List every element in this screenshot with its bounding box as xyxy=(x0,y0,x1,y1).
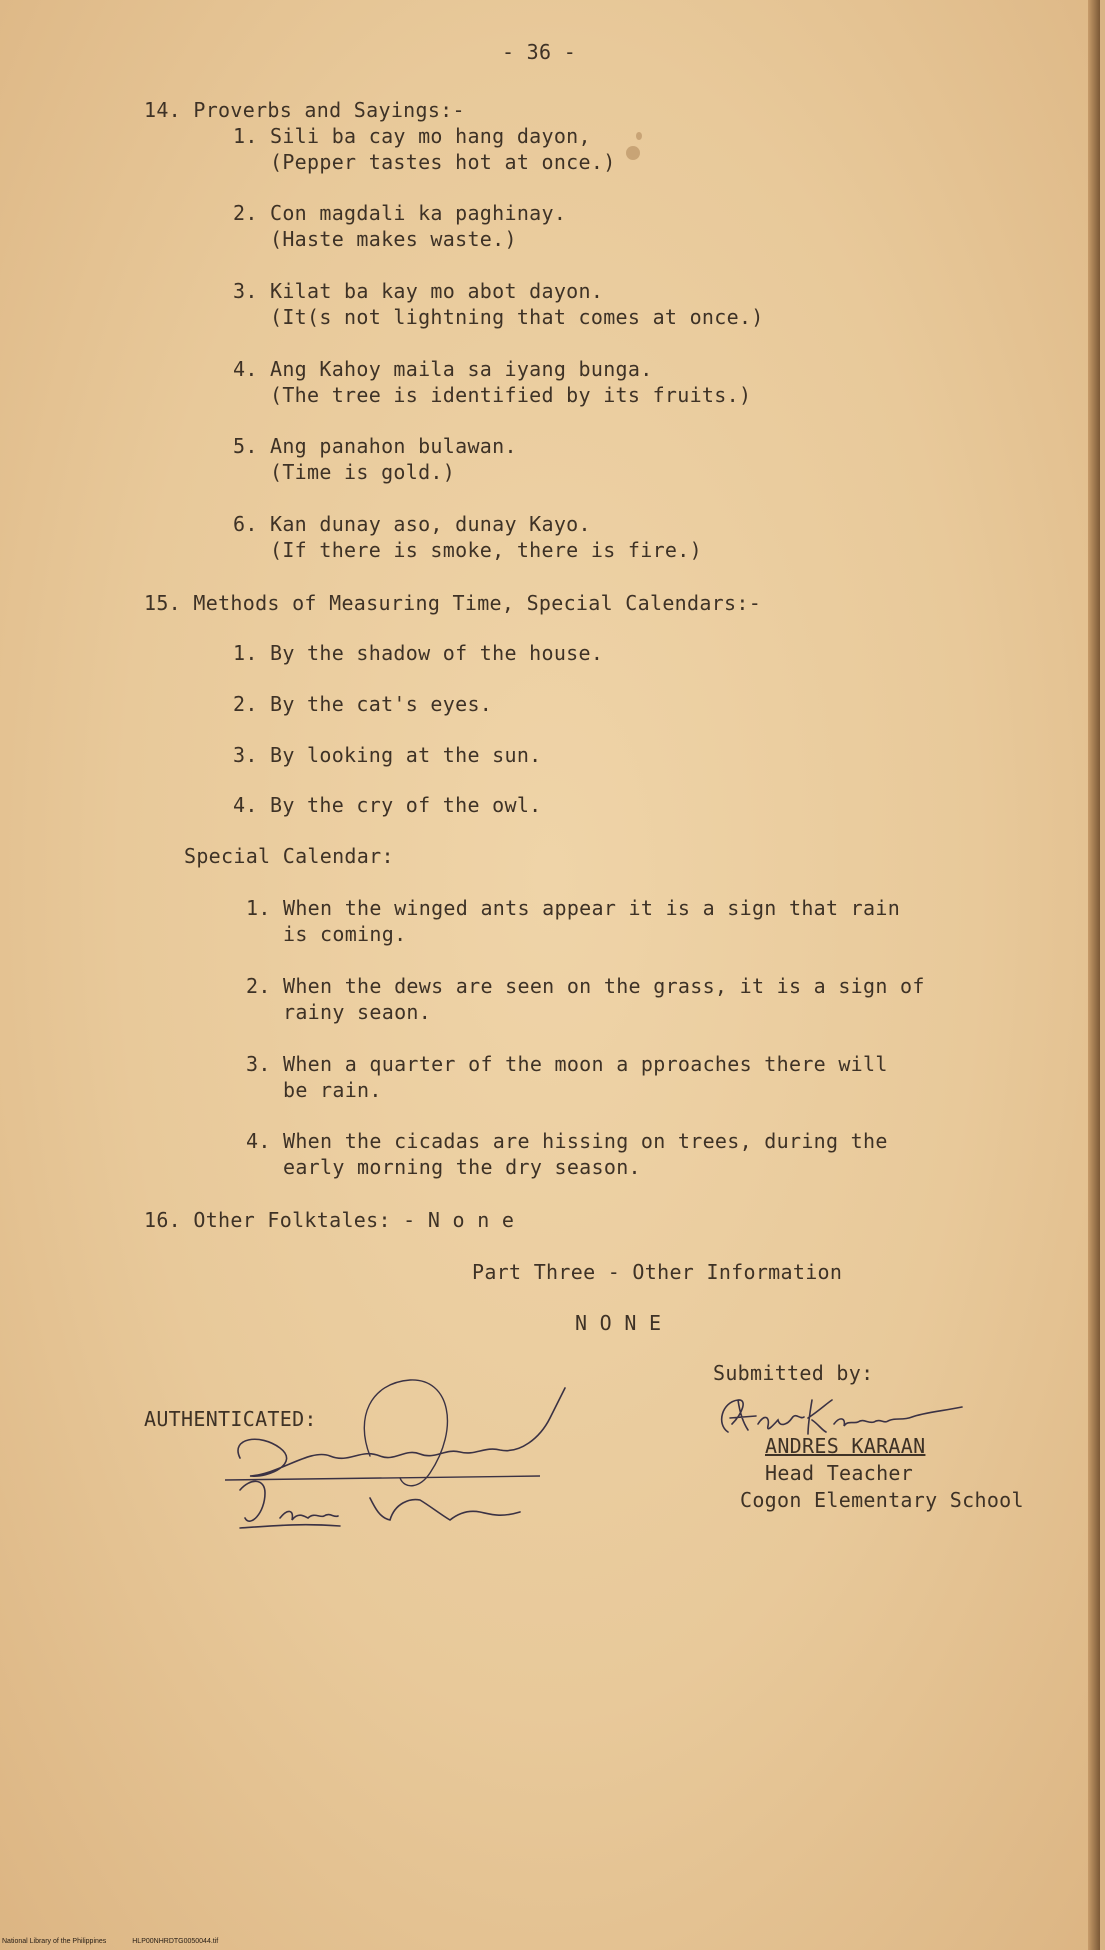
special-4-line2: early morning the dry season. xyxy=(283,1155,641,1179)
proverb-4-text: Ang Kahoy maila sa iyang bunga. xyxy=(270,357,653,381)
proverb-4-translation: (The tree is identified by its fruits.) xyxy=(270,383,752,407)
submitter-name: ANDRES KARAAN xyxy=(765,1434,926,1458)
signature-lazaro-naves xyxy=(220,1378,570,1558)
special-2-line2: rainy seaon. xyxy=(283,1000,432,1024)
special-1-line2: is coming. xyxy=(283,922,407,946)
section-15-heading: 15. Methods of Measuring Time, Special Calendars:- xyxy=(144,591,762,615)
special-4-line1: When the cicadas are hissing on trees, during the xyxy=(283,1129,888,1153)
proverb-3-translation: (It(s not lightning that comes at once.) xyxy=(270,305,764,329)
special-2-line1: When the dews are seen on the grass, it is a sign of xyxy=(283,974,925,998)
special-3-line2: be rain. xyxy=(283,1078,382,1102)
special-4-number: 4. xyxy=(246,1129,271,1153)
section-16-heading: 16. Other Folktales: - N o n e xyxy=(144,1208,515,1232)
proverb-2-number: 2. xyxy=(233,201,258,225)
method-3-number: 3. xyxy=(233,743,258,767)
footer xyxy=(2,1938,242,1945)
proverb-1-text: Sili ba cay mo hang dayon, xyxy=(270,124,591,148)
method-4-text: By the cry of the owl. xyxy=(270,793,542,817)
submitter-school: Cogon Elementary School xyxy=(740,1488,1024,1512)
proverb-6-translation: (If there is smoke, there is fire.) xyxy=(270,538,702,562)
submitted-by-label: Submitted by: xyxy=(713,1361,874,1385)
section-14-heading: 14. Proverbs and Sayings:- xyxy=(144,98,465,122)
submitter-title: Head Teacher xyxy=(765,1461,914,1485)
proverb-5-text: Ang panahon bulawan. xyxy=(270,434,517,458)
proverb-3-number: 3. xyxy=(233,279,258,303)
proverb-2-text: Con magdali ka paghinay. xyxy=(270,201,567,225)
method-4-number: 4. xyxy=(233,793,258,817)
method-2-text: By the cat's eyes. xyxy=(270,692,493,716)
footer-filename: HLP00NHRDTG0050044.tif xyxy=(132,1938,219,1945)
ink-stain xyxy=(626,146,640,160)
proverb-1-number: 1. xyxy=(233,124,258,148)
special-1-line1: When the winged ants appear it is a sign that rain xyxy=(283,896,901,920)
method-2-number: 2. xyxy=(233,692,258,716)
special-calendar-heading: Special Calendar: xyxy=(184,844,394,868)
part-three-value: N O N E xyxy=(575,1311,662,1335)
proverb-4-number: 4. xyxy=(233,357,258,381)
page-number: - 36 - xyxy=(502,40,577,64)
method-1-number: 1. xyxy=(233,641,258,665)
special-3-line1: When a quarter of the moon a pproaches there will xyxy=(283,1052,888,1076)
special-2-number: 2. xyxy=(246,974,271,998)
footer-library: National Library of the Philippines xyxy=(2,1938,107,1945)
proverb-6-number: 6. xyxy=(233,512,258,536)
proverb-1-translation: (Pepper tastes hot at once.) xyxy=(270,150,616,174)
proverb-5-translation: (Time is gold.) xyxy=(270,460,456,484)
authenticated-label: AUTHENTICATED: xyxy=(144,1407,317,1431)
special-3-number: 3. xyxy=(246,1052,271,1076)
special-1-number: 1. xyxy=(246,896,271,920)
method-3-text: By looking at the sun. xyxy=(270,743,542,767)
method-1-text: By the shadow of the house. xyxy=(270,641,604,665)
ink-stain xyxy=(636,132,642,140)
proverb-5-number: 5. xyxy=(233,434,258,458)
part-three-title: Part Three - Other Information xyxy=(472,1260,843,1284)
proverb-3-text: Kilat ba kay mo abot dayon. xyxy=(270,279,604,303)
proverb-6-text: Kan dunay aso, dunay Kayo. xyxy=(270,512,591,536)
proverb-2-translation: (Haste makes waste.) xyxy=(270,227,517,251)
